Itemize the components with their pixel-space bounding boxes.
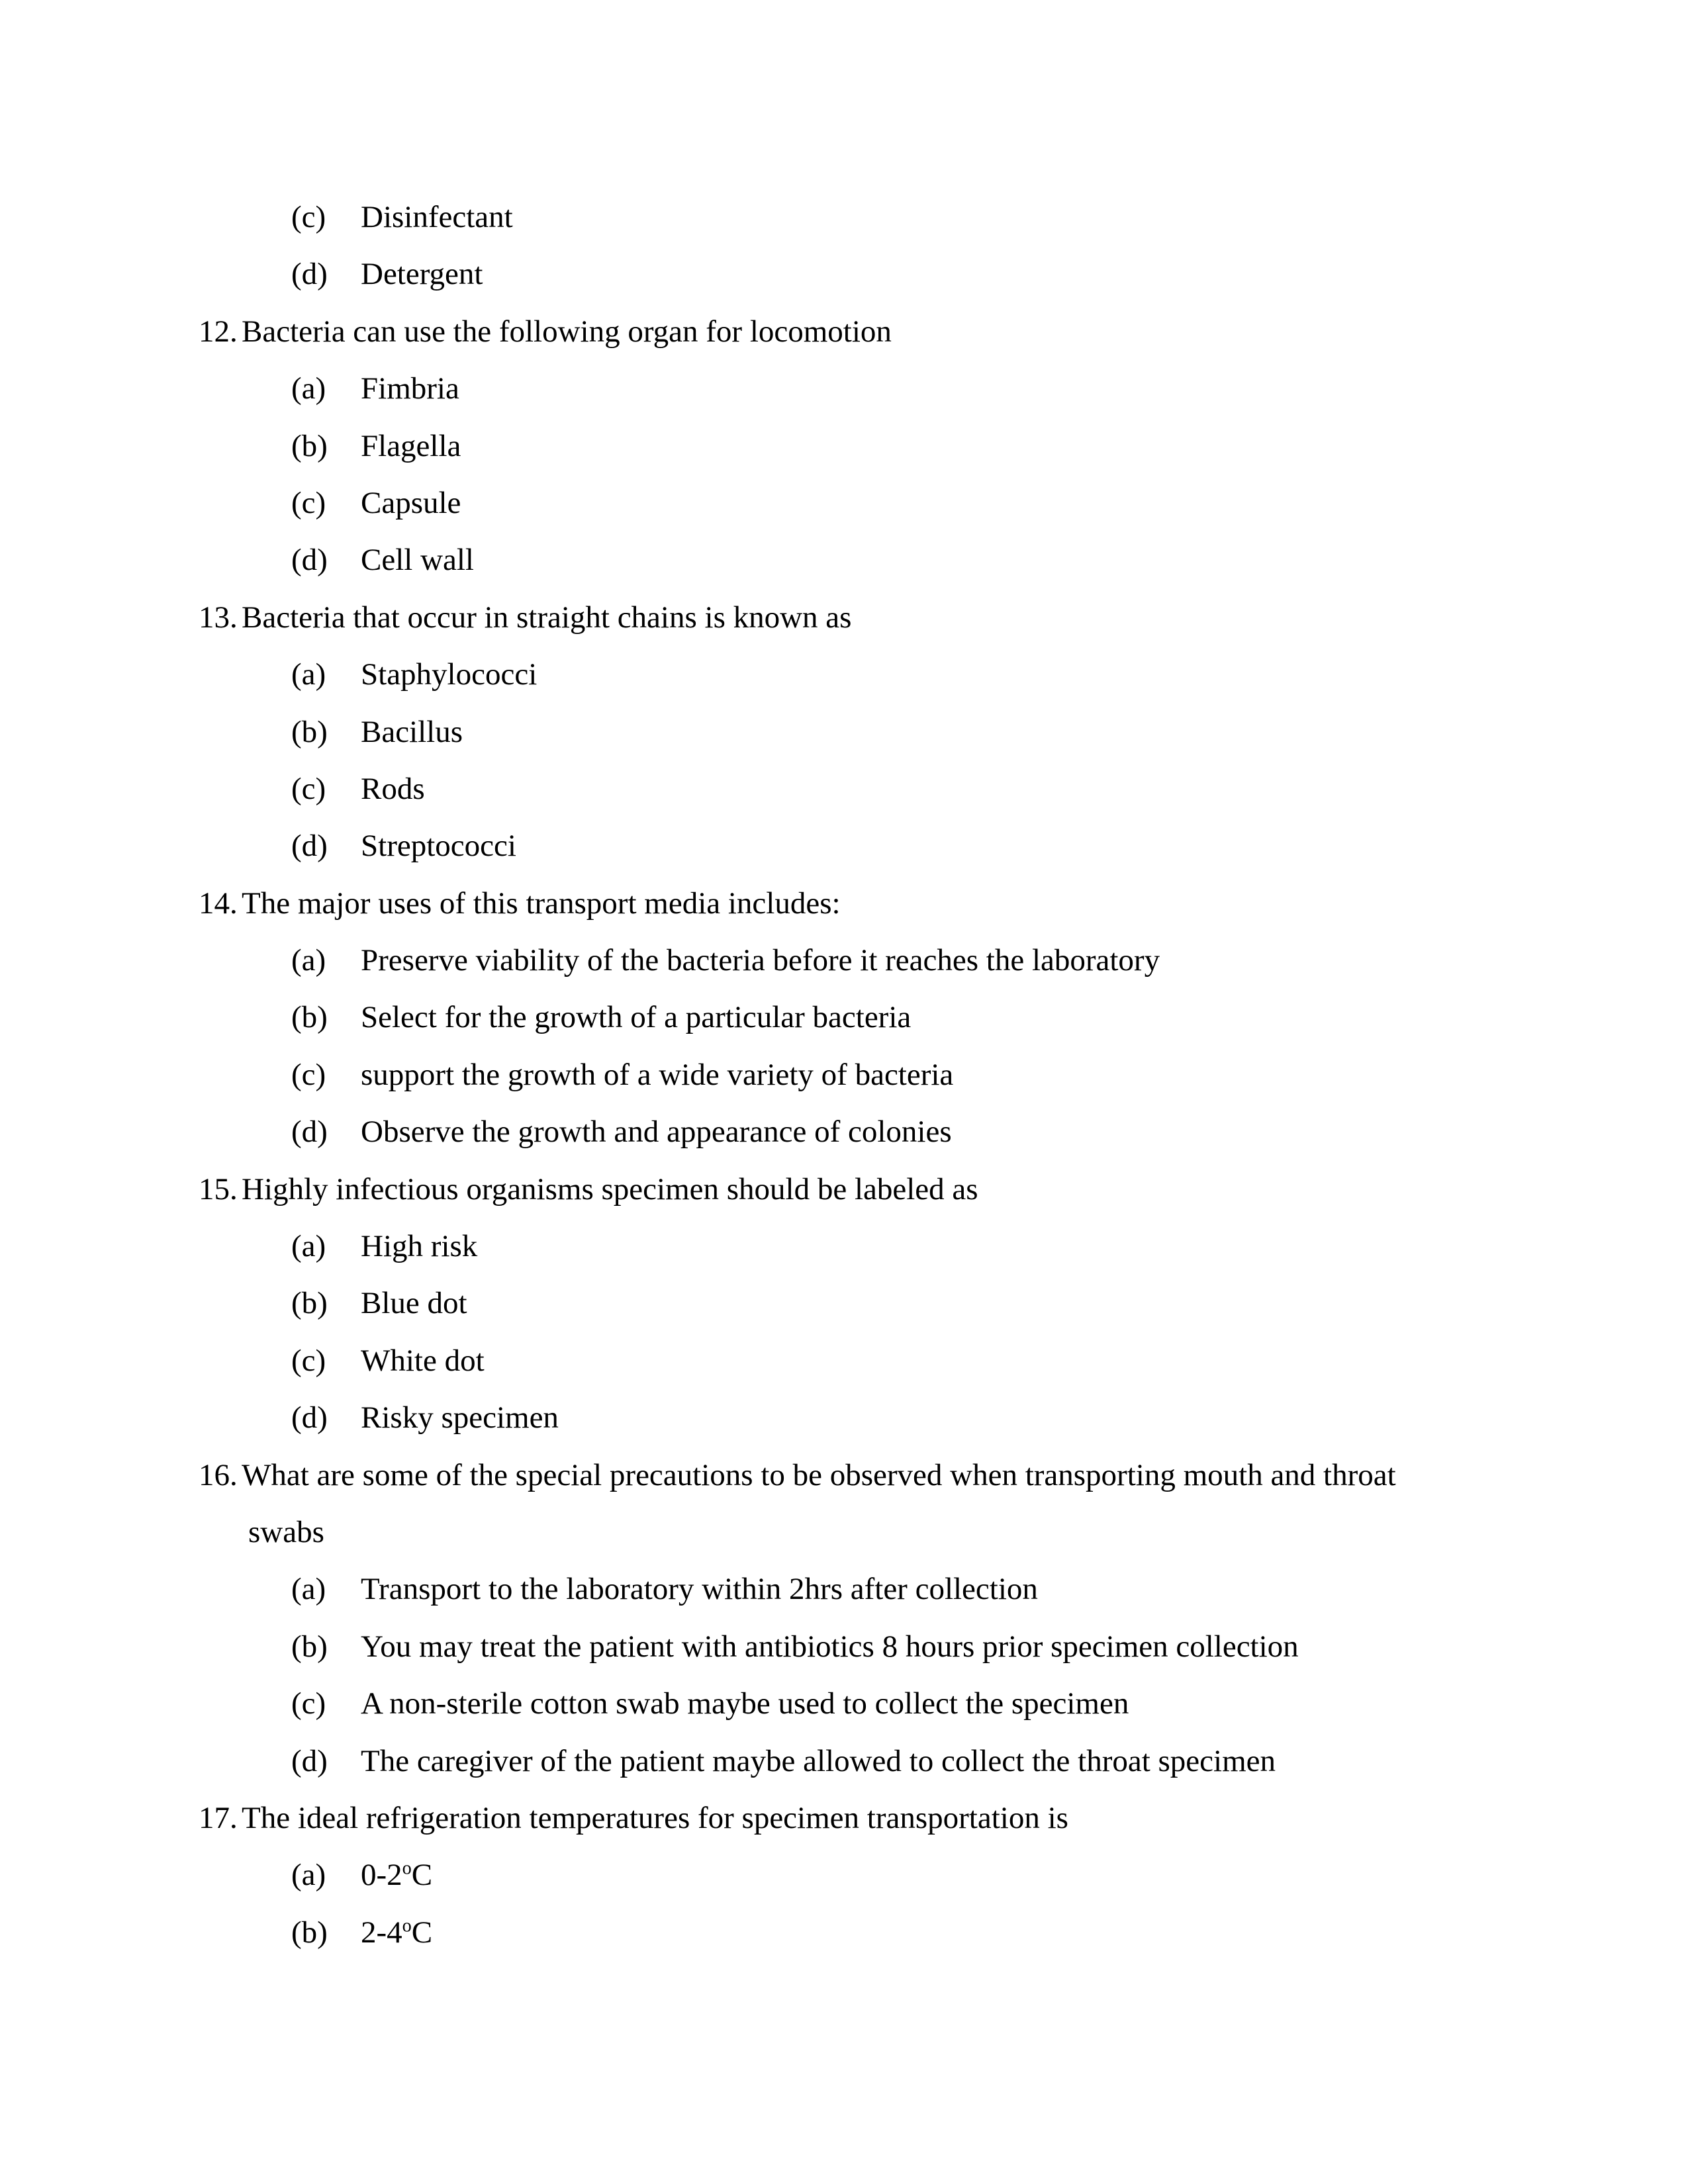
question-line xyxy=(0,313,1688,370)
option-line xyxy=(0,1228,1688,1285)
option-marker: (d) xyxy=(291,1743,328,1778)
option-marker: (d) xyxy=(291,257,328,292)
question-line xyxy=(0,1799,1688,1856)
option-marker: (c) xyxy=(291,1057,326,1092)
option-text: Disinfectant xyxy=(361,200,513,234)
option-text: Flagella xyxy=(361,428,461,463)
option-line xyxy=(0,942,1688,999)
option-line xyxy=(0,770,1688,827)
temperature-range: 0-2 xyxy=(361,1858,402,1893)
option-text: High risk xyxy=(361,1229,478,1264)
option-text: The caregiver of the patient maybe allowed to collect the throat specimen xyxy=(361,1743,1276,1778)
option-marker: (b) xyxy=(291,428,328,463)
question-number: 15. xyxy=(199,1171,238,1206)
option-line xyxy=(0,370,1688,427)
question-text: swabs xyxy=(248,1514,324,1549)
question-text: What are some of the special precautions to be observed when transporting mouth and throat xyxy=(242,1457,1396,1492)
option-text: Observe the growth and appearance of colonies xyxy=(361,1115,952,1150)
option-line xyxy=(0,484,1688,541)
option-line xyxy=(0,1628,1688,1685)
option-text xyxy=(361,1915,432,1950)
option-marker: (c) xyxy=(291,1343,326,1378)
option-line xyxy=(0,1914,1688,1971)
question-number: 14. xyxy=(199,886,238,921)
option-text: Staphylococci xyxy=(361,657,538,692)
question-number: 12. xyxy=(199,314,238,349)
option-text: A non-sterile cotton swab maybe used to collect the specimen xyxy=(361,1686,1129,1721)
option-marker: (d) xyxy=(291,829,328,864)
question-number: 16. xyxy=(199,1457,238,1492)
option-marker: (d) xyxy=(291,1115,328,1150)
option-text: White dot xyxy=(361,1343,485,1378)
option-marker: (b) xyxy=(291,1000,328,1035)
option-text: Fimbria xyxy=(361,371,459,406)
question-text: The ideal refrigeration temperatures for specimen transportation is xyxy=(242,1800,1068,1835)
option-line xyxy=(0,1056,1688,1113)
option-line xyxy=(0,1685,1688,1742)
option-line xyxy=(0,1399,1688,1456)
option-line xyxy=(0,541,1688,598)
option-marker: (b) xyxy=(291,1629,328,1664)
option-text: Select for the growth of a particular bacteria xyxy=(361,1000,912,1035)
option-line xyxy=(0,999,1688,1056)
option-text: Bacillus xyxy=(361,714,463,749)
question-number: 17. xyxy=(199,1800,238,1835)
option-line xyxy=(0,827,1688,884)
option-line xyxy=(0,1285,1688,1342)
option-line xyxy=(0,1570,1688,1627)
question-line xyxy=(0,599,1688,656)
question-text: Highly infectious organisms specimen should be labeled as xyxy=(242,1171,978,1206)
question-line xyxy=(0,1171,1688,1228)
celsius-unit: C xyxy=(411,1858,433,1893)
option-marker: (a) xyxy=(291,1572,326,1607)
degree-superscript: o xyxy=(402,1915,412,1936)
question-number: 13. xyxy=(199,600,238,635)
option-text: Transport to the laboratory within 2hrs after collection xyxy=(361,1572,1038,1607)
option-text: Streptococci xyxy=(361,829,516,864)
option-line xyxy=(0,1743,1688,1799)
option-marker: (c) xyxy=(291,485,326,520)
option-line xyxy=(0,713,1688,770)
question-line xyxy=(0,1457,1688,1514)
question-text: Bacteria that occur in straight chains is known as xyxy=(242,600,852,635)
question-text: The major uses of this transport media includes: xyxy=(242,886,841,921)
option-marker: (c) xyxy=(291,1686,326,1721)
option-text: Blue dot xyxy=(361,1286,467,1321)
option-marker: (a) xyxy=(291,1229,326,1264)
option-marker: (c) xyxy=(291,771,326,806)
option-text: Capsule xyxy=(361,485,461,520)
option-marker: (a) xyxy=(291,371,326,406)
option-text xyxy=(361,1858,432,1892)
question-line xyxy=(0,885,1688,942)
option-marker: (d) xyxy=(291,543,328,578)
temperature-range: 2-4 xyxy=(361,1915,402,1950)
celsius-unit: C xyxy=(411,1915,433,1950)
option-line xyxy=(0,428,1688,484)
option-marker: (b) xyxy=(291,714,328,749)
option-text: Detergent xyxy=(361,257,483,292)
option-text: Cell wall xyxy=(361,543,474,578)
option-marker: (a) xyxy=(291,1858,326,1893)
option-marker: (a) xyxy=(291,943,326,978)
question-text-continuation xyxy=(0,1514,1688,1570)
option-line xyxy=(0,1342,1688,1399)
option-line xyxy=(0,656,1688,713)
option-marker: (b) xyxy=(291,1286,328,1321)
option-marker: (a) xyxy=(291,657,326,692)
option-line xyxy=(0,199,1688,255)
degree-superscript: o xyxy=(402,1858,412,1879)
option-text: Risky specimen xyxy=(361,1400,559,1435)
option-text: support the growth of a wide variety of bacteria xyxy=(361,1057,954,1092)
option-line xyxy=(0,1113,1688,1170)
option-line xyxy=(0,1856,1688,1913)
question-text: Bacteria can use the following organ for locomotion xyxy=(242,314,892,349)
question-list xyxy=(0,199,1688,1971)
option-text: You may treat the patient with antibiotics 8 hours prior specimen collection xyxy=(361,1629,1299,1664)
option-marker: (b) xyxy=(291,1915,328,1950)
option-marker: (d) xyxy=(291,1400,328,1435)
option-text: Rods xyxy=(361,771,425,806)
option-line xyxy=(0,255,1688,312)
option-text: Preserve viability of the bacteria before it reaches the laboratory xyxy=(361,943,1160,978)
option-marker: (c) xyxy=(291,200,326,234)
